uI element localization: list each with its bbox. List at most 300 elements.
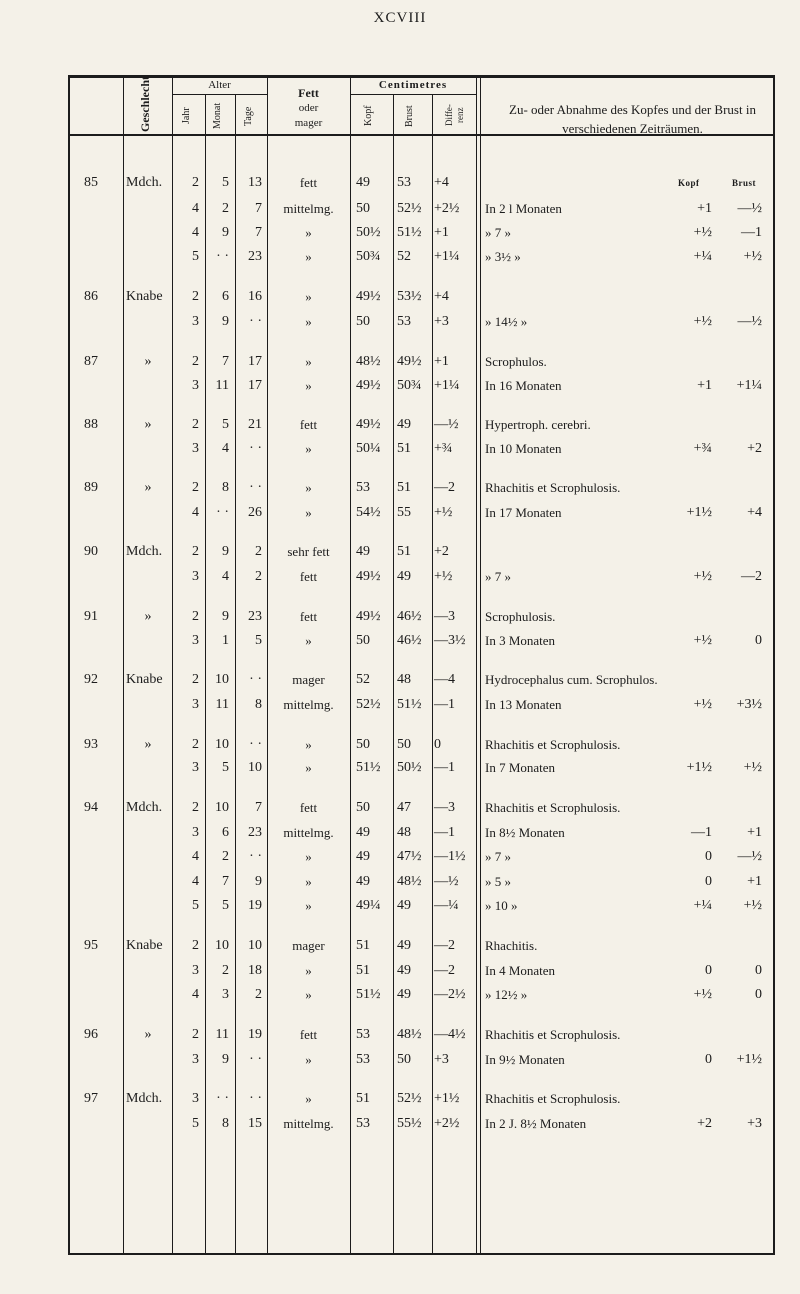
jahr-cell: 2 (192, 544, 199, 559)
remark-cell: In 2 l Monaten (485, 201, 562, 216)
brust-cell: 50 (397, 1052, 411, 1067)
header-fett (267, 86, 350, 131)
monat-cell: 11 (215, 697, 229, 712)
jahr-cell: 2 (192, 175, 199, 190)
tage-cell: 7 (255, 225, 262, 240)
remark-cell: In 3 Monaten (485, 633, 556, 648)
remark-kopf-value: 0 (705, 849, 712, 864)
remark-kopf-value: +½ (693, 314, 712, 329)
remark-cell: In 10 Monaten (485, 441, 562, 456)
tage-cell: 7 (255, 201, 262, 216)
table-row (0, 870, 800, 894)
fett-cell: sehr fett (287, 544, 330, 559)
remark-brust-value: 0 (755, 633, 762, 648)
remark-cell: In 17 Monaten (485, 505, 562, 520)
brust-cell: 49½ (397, 354, 422, 369)
table-row (0, 1112, 800, 1136)
remark-kopf-value: —1 (691, 825, 712, 840)
brust-cell: 49 (397, 898, 411, 913)
differenz-cell: —3 (434, 609, 455, 624)
kopf-cell: 51½ (356, 987, 381, 1002)
remark-cell: In 2 J. 8½ Monaten (485, 1116, 587, 1131)
header-kopf: Kopf (363, 105, 374, 127)
kopf-cell: 49 (356, 825, 370, 840)
differenz-cell: —¼ (434, 898, 459, 913)
monat-cell: · · (216, 249, 229, 264)
monat-cell: 9 (222, 544, 229, 559)
table-row (0, 796, 800, 820)
jahr-cell: 3 (192, 697, 199, 712)
fett-cell: » (305, 760, 312, 775)
brust-cell: 52½ (397, 201, 422, 216)
kopf-cell: 49¼ (356, 898, 381, 913)
differenz-cell: +2 (434, 544, 449, 559)
monat-cell: 11 (215, 1027, 229, 1042)
tage-cell: · · (249, 672, 262, 687)
kopf-cell: 50 (356, 800, 370, 815)
table-row (0, 821, 800, 845)
jahr-cell: 3 (192, 633, 199, 648)
sex-cell: » (144, 354, 152, 369)
tage-cell: 23 (248, 825, 262, 840)
jahr-cell: 2 (192, 672, 199, 687)
remark-kopf-value: 0 (705, 874, 712, 889)
remark-cell: Rhachitis et Scrophulosis. (485, 1027, 621, 1042)
table-row (0, 756, 800, 780)
brust-cell: 51½ (397, 697, 422, 712)
fett-cell: » (305, 963, 312, 978)
monat-cell: 5 (222, 760, 229, 775)
table-row (0, 668, 800, 692)
monat-cell: 11 (215, 378, 229, 393)
jahr-cell: 3 (192, 825, 199, 840)
remark-brust-value: +3 (747, 1116, 762, 1131)
differenz-cell: —1 (434, 697, 455, 712)
monat-cell: 9 (222, 314, 229, 329)
remark-kopf-value: +1 (697, 201, 712, 216)
jahr-cell: 2 (192, 354, 199, 369)
kopf-cell: 53 (356, 1116, 370, 1131)
remark-brust-value: +½ (743, 760, 762, 775)
brust-cell: 53 (397, 314, 411, 329)
remark-brust-value: —2 (741, 569, 762, 584)
brust-cell: 53½ (397, 289, 422, 304)
sex-cell: » (144, 1027, 152, 1042)
differenz-cell: +1¼ (434, 249, 460, 264)
row-number: 91 (84, 609, 98, 624)
jahr-cell: 2 (192, 1027, 199, 1042)
fett-cell: » (305, 1091, 312, 1106)
header-jahr: Jahr (181, 107, 192, 125)
jahr-cell: 2 (192, 417, 199, 432)
sex-cell: Mdch. (126, 1091, 163, 1106)
fett-cell: fett (299, 609, 318, 624)
kopf-cell: 50½ (356, 225, 381, 240)
tage-cell: · · (249, 441, 262, 456)
remark-brust-value: +3½ (736, 697, 762, 712)
kopf-cell: 53 (356, 480, 370, 495)
kopf-cell: 49 (356, 849, 370, 864)
monat-cell: 6 (222, 289, 229, 304)
jahr-cell: 5 (192, 898, 199, 913)
row-number: 97 (84, 1091, 98, 1106)
monat-cell: 2 (222, 963, 229, 978)
remark-kopf-value: +½ (693, 569, 712, 584)
table-row (0, 245, 800, 269)
divider (350, 94, 476, 95)
fett-cell: mittelmg. (283, 825, 334, 840)
row-number: 96 (84, 1027, 98, 1042)
jahr-cell: 2 (192, 289, 199, 304)
remark-cell: In 16 Monaten (485, 378, 562, 393)
differenz-cell: +4 (434, 289, 449, 304)
header-brust-small: Brust (732, 178, 757, 188)
tage-cell: 18 (248, 963, 262, 978)
tage-cell: · · (249, 1091, 262, 1106)
remark-cell: In 8½ Monaten (485, 825, 565, 840)
row-number: 86 (84, 289, 98, 304)
fett-cell: » (305, 378, 312, 393)
monat-cell: 7 (222, 354, 229, 369)
differenz-cell: 0 (434, 737, 441, 752)
brust-cell: 49 (397, 987, 411, 1002)
remark-cell: » 7 » (485, 569, 511, 584)
table-row (0, 437, 800, 461)
brust-cell: 47½ (397, 849, 422, 864)
table-row (0, 959, 800, 983)
remark-cell: » 10 » (485, 898, 518, 913)
table-row (0, 350, 800, 374)
brust-cell: 48½ (397, 874, 422, 889)
monat-cell: 9 (222, 1052, 229, 1067)
remark-brust-value: +½ (743, 898, 762, 913)
tage-cell: 10 (248, 760, 262, 775)
remark-brust-value: —½ (737, 849, 762, 864)
monat-cell: 9 (222, 225, 229, 240)
table-row (0, 1048, 800, 1072)
sex-cell: » (144, 609, 152, 624)
differenz-cell: —3½ (434, 633, 466, 648)
remark-brust-value: +1½ (736, 1052, 762, 1067)
tage-cell: · · (249, 737, 262, 752)
table-row (0, 1023, 800, 1047)
header-centimetres: Centimetres (378, 79, 448, 91)
fett-cell: » (305, 849, 312, 864)
remark-brust-value: —½ (737, 314, 762, 329)
sex-cell: » (144, 480, 152, 495)
kopf-cell: 49½ (356, 609, 381, 624)
fett-cell: » (305, 874, 312, 889)
tage-cell: 16 (248, 289, 262, 304)
brust-cell: 51 (397, 544, 411, 559)
remark-cell: Scrophulos. (485, 354, 547, 369)
kopf-cell: 53 (356, 1027, 370, 1042)
monat-cell: 4 (222, 569, 229, 584)
brust-cell: 49 (397, 938, 411, 953)
tage-cell: · · (249, 314, 262, 329)
brust-cell: 48 (397, 825, 411, 840)
remark-brust-value: —1 (741, 225, 762, 240)
remark-cell: Rhachitis et Scrophulosis. (485, 480, 621, 495)
remark-kopf-value: 0 (705, 1052, 712, 1067)
differenz-cell: +2½ (434, 201, 460, 216)
monat-cell: 8 (222, 1116, 229, 1131)
jahr-cell: 2 (192, 800, 199, 815)
jahr-cell: 4 (192, 849, 199, 864)
fett-cell: » (305, 898, 312, 913)
sex-cell: Mdch. (126, 544, 163, 559)
monat-cell: 5 (222, 417, 229, 432)
differenz-cell: +1 (434, 225, 449, 240)
differenz-cell: —4 (434, 672, 455, 687)
header-differenz: Diffe-renz (444, 104, 465, 126)
sex-cell: Knabe (126, 289, 163, 304)
sex-cell: Mdch. (126, 175, 163, 190)
differenz-cell: +1½ (434, 1091, 460, 1106)
brust-cell: 49 (397, 417, 411, 432)
kopf-cell: 49½ (356, 417, 381, 432)
fett-cell: fett (299, 800, 318, 815)
remark-brust-value: +1¼ (736, 378, 762, 393)
header-monat: Monat (212, 102, 223, 130)
table-row (0, 983, 800, 1007)
monat-cell: 10 (215, 938, 229, 953)
fett-cell: fett (299, 417, 318, 432)
fett-cell: mittelmg. (283, 201, 334, 216)
differenz-cell: —2½ (434, 987, 466, 1002)
table-row (0, 171, 800, 195)
fett-cell: » (305, 633, 312, 648)
remark-cell: Hydrocephalus cum. Scrophulos. (485, 672, 658, 687)
jahr-cell: 4 (192, 987, 199, 1002)
jahr-cell: 3 (192, 1091, 199, 1106)
differenz-cell: —3 (434, 800, 455, 815)
fett-cell: fett (299, 569, 318, 584)
jahr-cell: 3 (192, 1052, 199, 1067)
brust-cell: 50¾ (397, 378, 422, 393)
tage-cell: 21 (248, 417, 262, 432)
differenz-cell: —1 (434, 760, 455, 775)
brust-cell: 51 (397, 441, 411, 456)
brust-cell: 48½ (397, 1027, 422, 1042)
brust-cell: 55 (397, 505, 411, 520)
sex-cell: Mdch. (126, 800, 163, 815)
tage-cell: 2 (255, 987, 262, 1002)
remark-kopf-value: +¼ (693, 898, 712, 913)
remark-cell: Scrophulosis. (485, 609, 556, 624)
fett-cell: » (305, 249, 312, 264)
remark-kopf-value: +1½ (686, 505, 712, 520)
jahr-cell: 3 (192, 314, 199, 329)
brust-cell: 53 (397, 175, 411, 190)
remark-brust-value: +1 (747, 825, 762, 840)
brust-cell: 52½ (397, 1091, 422, 1106)
kopf-cell: 49½ (356, 569, 381, 584)
fett-cell: fett (299, 1027, 318, 1042)
header-alter: Alter (208, 79, 231, 91)
kopf-cell: 49 (356, 874, 370, 889)
remark-cell: » 7 » (485, 225, 511, 240)
remark-brust-value: —½ (737, 201, 762, 216)
monat-cell: 6 (222, 825, 229, 840)
tage-cell: 13 (248, 175, 262, 190)
jahr-cell: 5 (192, 249, 199, 264)
remark-kopf-value: +½ (693, 697, 712, 712)
remark-cell: Rhachitis et Scrophulosis. (485, 800, 621, 815)
tage-cell: 2 (255, 569, 262, 584)
jahr-cell: 3 (192, 441, 199, 456)
remark-kopf-value: +½ (693, 987, 712, 1002)
jahr-cell: 3 (192, 569, 199, 584)
remark-kopf-value: +¾ (693, 441, 712, 456)
remark-cell: In 13 Monaten (485, 697, 562, 712)
sex-cell: Knabe (126, 938, 163, 953)
table-row (0, 413, 800, 437)
jahr-cell: 4 (192, 874, 199, 889)
tage-cell: · · (249, 480, 262, 495)
remark-brust-value: +4 (747, 505, 762, 520)
differenz-cell: —2 (434, 938, 455, 953)
remark-cell: » 5 » (485, 874, 511, 889)
remark-brust-value: 0 (755, 963, 762, 978)
table-row (0, 476, 800, 500)
fett-cell: » (305, 987, 312, 1002)
header-brust: Brust (404, 105, 415, 127)
table-row (0, 501, 800, 525)
brust-cell: 51½ (397, 225, 422, 240)
brust-cell: 48 (397, 672, 411, 687)
remark-kopf-value: +¼ (693, 249, 712, 264)
table-row (0, 310, 800, 334)
kopf-cell: 53 (356, 1052, 370, 1067)
kopf-cell: 50 (356, 633, 370, 648)
header-fett-line2: oder (298, 102, 319, 114)
kopf-cell: 51 (356, 1091, 370, 1106)
fett-cell: » (305, 1052, 312, 1067)
differenz-cell: —1½ (434, 849, 466, 864)
monat-cell: 2 (222, 849, 229, 864)
jahr-cell: 4 (192, 505, 199, 520)
monat-cell: 10 (215, 672, 229, 687)
kopf-cell: 51 (356, 938, 370, 953)
kopf-cell: 51½ (356, 760, 381, 775)
monat-cell: 1 (222, 633, 229, 648)
tage-cell: 15 (248, 1116, 262, 1131)
brust-cell: 55½ (397, 1116, 422, 1131)
monat-cell: 3 (222, 987, 229, 1002)
tage-cell: 19 (248, 898, 262, 913)
differenz-cell: +½ (434, 569, 453, 584)
tage-cell: 10 (248, 938, 262, 953)
brust-cell: 47 (397, 800, 411, 815)
kopf-cell: 50¾ (356, 249, 381, 264)
table-row (0, 934, 800, 958)
remark-cell: » 12½ » (485, 987, 528, 1002)
tage-cell: 8 (255, 697, 262, 712)
fett-cell: » (305, 505, 312, 520)
monat-cell: 10 (215, 800, 229, 815)
differenz-cell: +3 (434, 1052, 449, 1067)
divider (172, 94, 267, 95)
table-row (0, 540, 800, 564)
fett-cell: » (305, 225, 312, 240)
tage-cell: 2 (255, 544, 262, 559)
fett-cell: » (305, 737, 312, 752)
jahr-cell: 3 (192, 963, 199, 978)
jahr-cell: 3 (192, 378, 199, 393)
remark-cell: In 9½ Monaten (485, 1052, 565, 1067)
row-number: 88 (84, 417, 98, 432)
tage-cell: 17 (248, 378, 262, 393)
table-row (0, 629, 800, 653)
kopf-cell: 49 (356, 544, 370, 559)
remark-brust-value: +2 (747, 441, 762, 456)
kopf-cell: 50 (356, 737, 370, 752)
remark-cell: » 14½ » (485, 314, 528, 329)
tage-cell: 23 (248, 609, 262, 624)
remark-cell: » 7 » (485, 849, 511, 864)
monat-cell: · · (216, 1091, 229, 1106)
kopf-cell: 48½ (356, 354, 381, 369)
fett-cell: » (305, 289, 312, 304)
differenz-cell: +3 (434, 314, 449, 329)
tage-cell: 19 (248, 1027, 262, 1042)
fett-cell: mittelmg. (283, 1116, 334, 1131)
fett-cell: » (305, 480, 312, 495)
differenz-cell: —4½ (434, 1027, 466, 1042)
differenz-cell: —½ (434, 874, 459, 889)
table-row (0, 565, 800, 589)
header-geschlecht: Geschlecht (138, 76, 152, 132)
jahr-cell: 2 (192, 737, 199, 752)
fett-cell: mager (292, 938, 325, 953)
brust-cell: 49 (397, 963, 411, 978)
brust-cell: 49 (397, 569, 411, 584)
brust-cell: 50 (397, 737, 411, 752)
kopf-cell: 50 (356, 201, 370, 216)
header-kopf-small: Kopf (678, 178, 700, 188)
monat-cell: 4 (222, 441, 229, 456)
row-number: 92 (84, 672, 98, 687)
fett-cell: mittelmg. (283, 697, 334, 712)
remark-cell: » 3½ » (485, 249, 521, 264)
jahr-cell: 4 (192, 225, 199, 240)
header-fett-line3: mager (294, 117, 323, 129)
brust-cell: 51 (397, 480, 411, 495)
monat-cell: 9 (222, 609, 229, 624)
remark-kopf-value: +½ (693, 633, 712, 648)
tage-cell: 17 (248, 354, 262, 369)
table-row (0, 221, 800, 245)
row-number: 85 (84, 175, 98, 190)
monat-cell: 8 (222, 480, 229, 495)
row-number: 89 (84, 480, 98, 495)
kopf-cell: 50 (356, 314, 370, 329)
tage-cell: 23 (248, 249, 262, 264)
sex-cell: Knabe (126, 672, 163, 687)
table-row (0, 197, 800, 221)
fett-cell: » (305, 314, 312, 329)
row-number: 95 (84, 938, 98, 953)
jahr-cell: 3 (192, 760, 199, 775)
kopf-cell: 52½ (356, 697, 381, 712)
differenz-cell: +1 (434, 354, 449, 369)
tage-cell: 26 (248, 505, 262, 520)
jahr-cell: 2 (192, 609, 199, 624)
kopf-cell: 49½ (356, 289, 381, 304)
kopf-cell: 50¼ (356, 441, 381, 456)
kopf-cell: 52 (356, 672, 370, 687)
